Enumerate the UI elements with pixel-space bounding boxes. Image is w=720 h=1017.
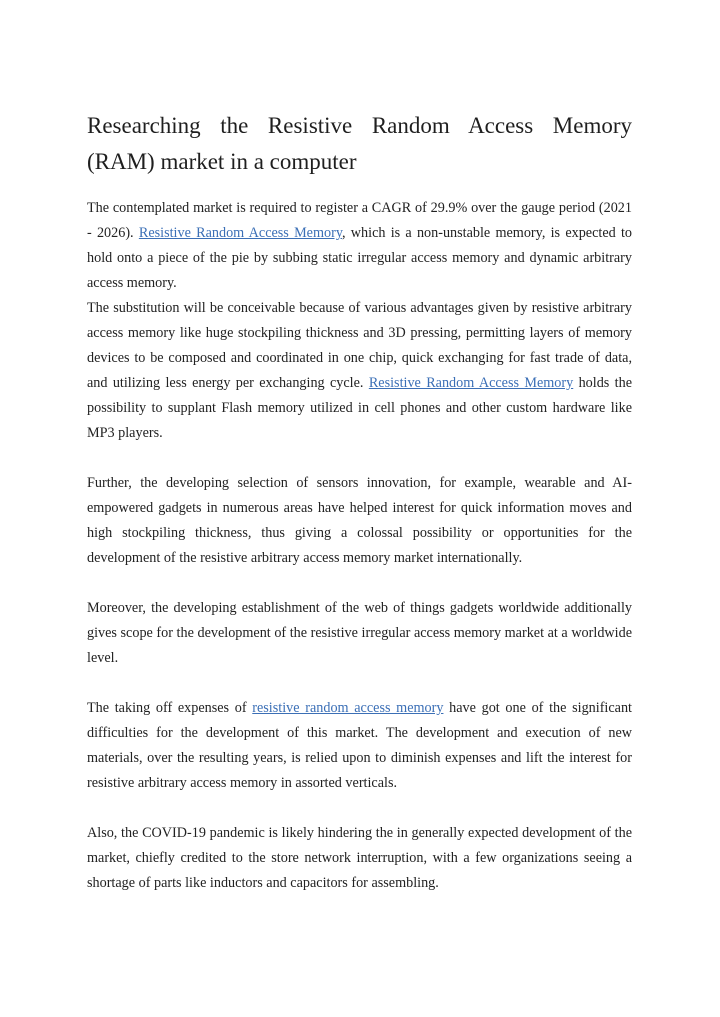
paragraph-5: [87, 696, 632, 796]
resistive-ram-link-3[interactable]: resistive random access memory: [252, 700, 444, 716]
paragraph-5-text-after: have got one of the significant difficulties for the development of this market. The development and execution of new materials, over the resulting years, is relied upon to diminish expenses and lift the interest for resistive arbitrary access memory in assorted verticals.: [87, 700, 632, 791]
paragraph-2-text-after: holds the possibility to supplant Flash memory utilized in cell phones and other custom hardware like MP3 players.: [87, 375, 633, 441]
paragraph-1: [87, 196, 632, 296]
paragraph-5-text-before: The taking off expenses of: [87, 700, 253, 716]
paragraph-2: [87, 296, 632, 446]
paragraph-3: Further, the developing selection of sensors innovation, for example, wearable and AI-empowered gadgets in numerous areas have helped interest for quick information moves and high stockpiling thickness, thus giving a colossal possibility or opportunities for the development of the resistive arbitrary access memory market internationally.: [87, 475, 632, 566]
paragraph-4: Moreover, the developing establishment of the web of things gadgets worldwide additionally gives scope for the development of the resistive irregular access memory market at a worldwide level.: [87, 600, 632, 666]
document-content: [87, 108, 632, 896]
paragraph-2-text-before: The substitution will be conceivable because of various advantages given by resistive arbitrary access memory like huge stockpiling thickness and 3D pressing, permitting layers of memory devices to be composed and coordinated in one chip, quick exchanging for fast trade of data, and utilizing less energy per exchanging cycle.: [87, 300, 632, 391]
paragraph-1-text-before: The contemplated market is required to register a CAGR of 29.9% over the gauge period (2021 - 2026).: [87, 200, 632, 241]
paragraph-6: Also, the COVID-19 pandemic is likely hindering the in generally expected development of the market, chiefly credited to the store network interruption, with a few organizations seeing a shortage of parts like inductors and capacitors for assembling.: [87, 825, 632, 891]
resistive-ram-link-1[interactable]: Resistive Random Access Memory: [138, 225, 343, 241]
resistive-ram-link-2[interactable]: Resistive Random Access Memory: [368, 375, 574, 391]
page-title: Researching the Resistive Random Access Memory (RAM) market in a computer: [87, 113, 632, 174]
paragraph-1-text-after: , which is a non-unstable memory, is expected to hold onto a piece of the pie by subbing static irregular access memory and dynamic arbitrary access memory.: [87, 225, 632, 291]
